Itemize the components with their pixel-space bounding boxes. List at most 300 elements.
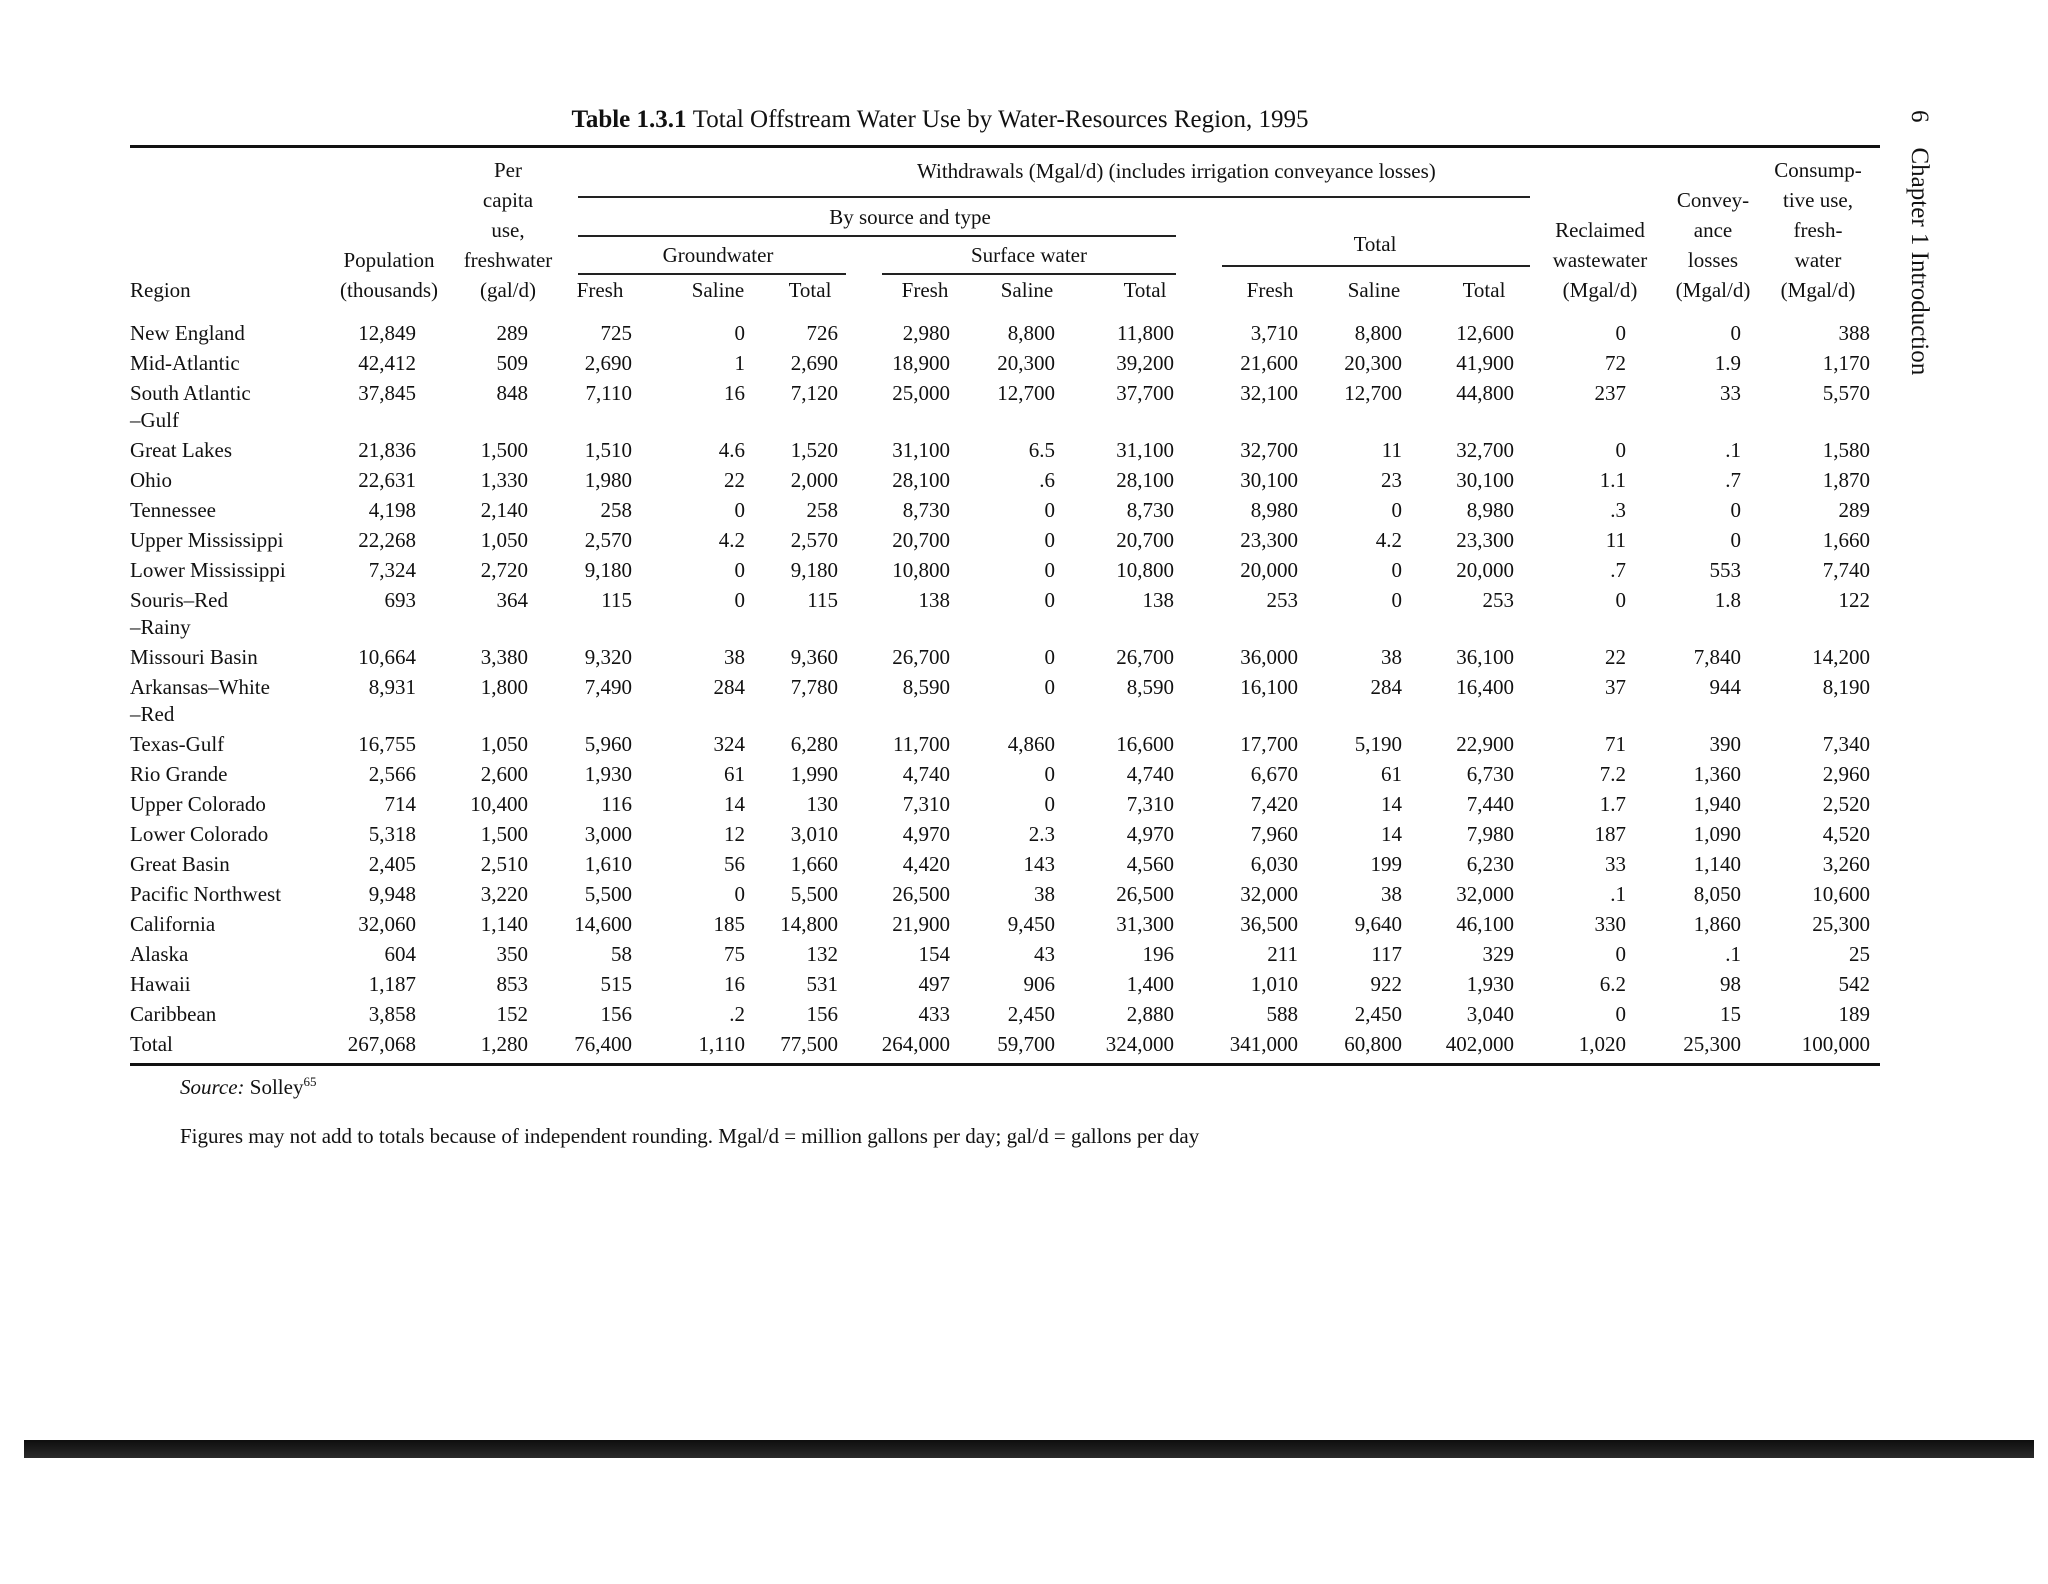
table-cell: 38: [1381, 882, 1402, 906]
table-cell: 6.2: [1599, 972, 1626, 996]
table-cell: 26,700: [892, 645, 950, 669]
region-name: Arkansas–White: [130, 675, 270, 699]
table-cell: 77,500: [780, 1032, 838, 1056]
table-cell: 1,330: [480, 468, 528, 492]
table-cell: 588: [1266, 1002, 1298, 1026]
table-cell: 20,300: [997, 351, 1055, 375]
table-cell: 264,000: [881, 1032, 950, 1056]
region-name: Tennessee: [130, 498, 216, 522]
table-cell: 515: [600, 972, 632, 996]
table-cell: 41,900: [1456, 351, 1514, 375]
table-cell: 31,300: [1116, 912, 1174, 936]
table-cell: 2,880: [1126, 1002, 1174, 1026]
table-cell: 553: [1709, 558, 1741, 582]
by-source-underline: [578, 235, 1176, 237]
table-cell: 20,000: [1240, 558, 1298, 582]
table-cell: 22: [724, 468, 745, 492]
table-cell: 16: [724, 972, 745, 996]
table-cell: 284: [1370, 675, 1402, 699]
table-cell: 25,000: [892, 381, 950, 405]
header-region: Region: [130, 278, 191, 302]
table-cell: 132: [806, 942, 838, 966]
table-cell: 10,800: [892, 558, 950, 582]
table-cell: 21,900: [892, 912, 950, 936]
table-cell: 1,500: [480, 822, 528, 846]
table-cell: 7,440: [1466, 792, 1514, 816]
table-cell: 4.6: [718, 438, 745, 462]
table-cell: 30,100: [1240, 468, 1298, 492]
table-cell: 9,180: [790, 558, 838, 582]
table-cell: 1.1: [1599, 468, 1626, 492]
table-cell: 350: [496, 942, 528, 966]
table-cell: 37: [1605, 675, 1626, 699]
table-cell: 0: [1615, 321, 1626, 345]
table-cell: 8,980: [1250, 498, 1298, 522]
table-cell: 32,700: [1240, 438, 1298, 462]
table-cell: 0: [1044, 528, 1055, 552]
header-population: Population: [343, 248, 435, 272]
table-cell: 5,960: [584, 732, 632, 756]
table-cell: 61: [1381, 762, 1402, 786]
groundwater-underline: [578, 273, 846, 275]
table-cell: 33: [1605, 852, 1626, 876]
table-cell: 4,560: [1126, 852, 1174, 876]
table-cell: 0: [1391, 498, 1402, 522]
table-cell: 30,100: [1456, 468, 1514, 492]
table-cell: 2,690: [790, 351, 838, 375]
table-cell: 1,400: [1126, 972, 1174, 996]
table-cell: 1,090: [1693, 822, 1741, 846]
table-cell: 7,980: [1466, 822, 1514, 846]
table-cell: 0: [734, 588, 745, 612]
source-note: [180, 1074, 316, 1100]
table-cell: 7,310: [1126, 792, 1174, 816]
table-cell: 7,324: [368, 558, 416, 582]
table-cell: 14,200: [1812, 645, 1870, 669]
table-cell: 2,520: [1822, 792, 1870, 816]
header-population: (thousands): [340, 278, 438, 302]
table-cell: 497: [918, 972, 950, 996]
region-name: Pacific Northwest: [130, 882, 282, 906]
table-cell: 0: [1391, 558, 1402, 582]
table-cell: 7.2: [1599, 762, 1626, 786]
table-cell: 693: [384, 588, 416, 612]
table-cell: 8,730: [1126, 498, 1174, 522]
table-cell: 7,840: [1693, 645, 1741, 669]
table-cell: 32,000: [1456, 882, 1514, 906]
region-name: Upper Colorado: [130, 792, 266, 816]
table-cell: 46,100: [1456, 912, 1514, 936]
source-ref: 65: [303, 1074, 317, 1089]
table-cell: 2,600: [480, 762, 528, 786]
table-cell: 43: [1034, 942, 1055, 966]
table-cell: 130: [806, 792, 838, 816]
table-cell: 433: [918, 1002, 950, 1026]
header-per-capita: Per: [494, 158, 522, 182]
table-cell: 1,610: [584, 852, 632, 876]
table-cell: 1,990: [790, 762, 838, 786]
table-cell: 25,300: [1683, 1032, 1741, 1056]
table-cell: 32,100: [1240, 381, 1298, 405]
table-cell: 289: [496, 321, 528, 345]
table-cell: 60,800: [1344, 1032, 1402, 1056]
table-cell: 211: [1267, 942, 1298, 966]
table-cell: 122: [1838, 588, 1870, 612]
table-cell: 2,405: [368, 852, 416, 876]
table-cell: 330: [1594, 912, 1626, 936]
table-cell: 20,700: [1116, 528, 1174, 552]
table-cell: 25,300: [1812, 912, 1870, 936]
region-name: Great Lakes: [130, 438, 233, 462]
table-cell: 23,300: [1240, 528, 1298, 552]
table-cell: 2,510: [480, 852, 528, 876]
table-cell: 36,000: [1240, 645, 1298, 669]
table-cell: 0: [734, 321, 745, 345]
table-cell: 20,000: [1456, 558, 1514, 582]
table-cell: 199: [1370, 852, 1402, 876]
region-name: Missouri Basin: [130, 645, 258, 669]
table-cell: 7,960: [1250, 822, 1298, 846]
table-cell: 853: [496, 972, 528, 996]
table-cell: 725: [600, 321, 632, 345]
table-cell: 12,849: [358, 321, 416, 345]
header-consumptive: water: [1794, 248, 1842, 272]
table-cell: 0: [734, 498, 745, 522]
table-cell: 6.5: [1028, 438, 1055, 462]
source-label: Source:: [180, 1075, 245, 1099]
table-cell: .6: [1039, 468, 1055, 492]
header-fresh: Fresh: [576, 278, 624, 302]
table-cell: 37,700: [1116, 381, 1174, 405]
table-cell: 39,200: [1116, 351, 1174, 375]
table-cell: 138: [918, 588, 950, 612]
table-cell: 6,670: [1250, 762, 1298, 786]
table-cell: 9,320: [584, 645, 632, 669]
table-cell: 38: [1381, 645, 1402, 669]
table-cell: 11,800: [1117, 321, 1174, 345]
table-cell: 267,068: [347, 1032, 416, 1056]
table-cell: 26,700: [1116, 645, 1174, 669]
table-cell: 7,740: [1822, 558, 1870, 582]
table-cell: 5,318: [368, 822, 416, 846]
table-cell: 23,300: [1456, 528, 1514, 552]
table-cell: 5,190: [1354, 732, 1402, 756]
table-cell: 15: [1720, 1002, 1741, 1026]
region-name: Upper Mississippi: [130, 528, 284, 552]
table-cell: 14: [1381, 792, 1402, 816]
region-name: Alaska: [130, 942, 189, 966]
table-cell: 364: [496, 588, 528, 612]
table-cell: 1: [734, 351, 745, 375]
header-consumptive: Consump-: [1774, 158, 1862, 182]
table-cell: 37,845: [358, 381, 416, 405]
page-number: 6: [1906, 110, 1933, 123]
table-cell: 7,120: [790, 381, 838, 405]
withdrawals-underline: [578, 196, 1530, 198]
table-cell: 329: [1482, 942, 1514, 966]
table-cell: 98: [1720, 972, 1741, 996]
table-cell: 0: [1615, 438, 1626, 462]
table-cell: 11: [1605, 528, 1626, 552]
table-cell: 324: [713, 732, 745, 756]
table-cell: 1,800: [480, 675, 528, 699]
table-cell: 2,690: [584, 351, 632, 375]
header-saline: Saline: [1000, 278, 1054, 302]
table-cell: 3,010: [790, 822, 838, 846]
table-cell: 6,230: [1466, 852, 1514, 876]
table-cell: 237: [1594, 381, 1626, 405]
table-cell: 3,040: [1466, 1002, 1514, 1026]
table-cell: 36,500: [1240, 912, 1298, 936]
table-cell: 1,520: [790, 438, 838, 462]
table-cell: 42,412: [358, 351, 416, 375]
table-cell: 509: [496, 351, 528, 375]
header-per-capita: freshwater: [463, 248, 553, 272]
table-cell: 16,400: [1456, 675, 1514, 699]
source-text: Solley: [249, 1075, 304, 1099]
table-cell: 38: [724, 645, 745, 669]
table-cell: 21,836: [358, 438, 416, 462]
table-cell: 1,140: [1693, 852, 1741, 876]
region-name: South Atlantic: [130, 381, 251, 405]
header-total: Total: [788, 278, 832, 302]
table-cell: 1,870: [1822, 468, 1870, 492]
table-cell: 1,930: [584, 762, 632, 786]
region-name: New England: [130, 321, 245, 345]
table-cell: 1,510: [584, 438, 632, 462]
table-cell: 156: [806, 1002, 838, 1026]
table-cell: 185: [713, 912, 745, 936]
table-cell: 32,060: [358, 912, 416, 936]
table-cell: 4,970: [902, 822, 950, 846]
table-cell: 4,860: [1007, 732, 1055, 756]
table-cell: 5,570: [1822, 381, 1870, 405]
table-cell: 18,900: [892, 351, 950, 375]
table-cell: 1,660: [790, 852, 838, 876]
table-cell: 22: [1605, 645, 1626, 669]
region-name: Caribbean: [130, 1002, 217, 1026]
table-cell: 156: [600, 1002, 632, 1026]
table-cell: 0: [734, 558, 745, 582]
header-withdrawals: Withdrawals (Mgal/d) (includes irrigation conveyance losses): [917, 159, 1436, 183]
table-cell: 0: [1044, 558, 1055, 582]
table-cell: 258: [600, 498, 632, 522]
table-cell: 71: [1605, 732, 1626, 756]
table-cell: 6,730: [1466, 762, 1514, 786]
table-cell: 11: [1381, 438, 1402, 462]
table-cell: 10,664: [358, 645, 416, 669]
table-number: Table 1.3.1: [571, 106, 687, 133]
table-cell: 31,100: [892, 438, 950, 462]
region-name: Rio Grande: [130, 762, 228, 786]
table-cell: 3,000: [584, 822, 632, 846]
table-cell: 906: [1023, 972, 1055, 996]
table-cell: 31,100: [1116, 438, 1174, 462]
table-cell: 9,450: [1007, 912, 1055, 936]
table-cell: 26,500: [892, 882, 950, 906]
table-cell: 2,566: [368, 762, 416, 786]
table-cell: 11,700: [893, 732, 950, 756]
table-cell: 16,100: [1240, 675, 1298, 699]
table-cell: 7,340: [1822, 732, 1870, 756]
table-cell: 0: [734, 882, 745, 906]
table-cell: 341,000: [1229, 1032, 1298, 1056]
table-cell: 1,500: [480, 438, 528, 462]
table-cell: 1.8: [1714, 588, 1741, 612]
table-cell: 4,198: [368, 498, 416, 522]
header-conveyance: losses: [1687, 248, 1739, 272]
header-conveyance: (Mgal/d): [1675, 278, 1751, 302]
table-cell: 1,010: [1250, 972, 1298, 996]
table-cell: 115: [807, 588, 838, 612]
region-name: –Rainy: [130, 615, 191, 639]
table-cell: 7,490: [584, 675, 632, 699]
region-name: Lower Mississippi: [130, 558, 286, 582]
table-cell: 22,631: [358, 468, 416, 492]
table-cell: 10,400: [470, 792, 528, 816]
table-cell: 17,700: [1240, 732, 1298, 756]
table-cell: 56: [724, 852, 745, 876]
table-cell: .3: [1610, 498, 1626, 522]
table-cell: 21,600: [1240, 351, 1298, 375]
table-cell: 187: [1594, 822, 1626, 846]
table-cell: 2,000: [790, 468, 838, 492]
table-cell: 117: [1371, 942, 1402, 966]
table-cell: 3,710: [1250, 321, 1298, 345]
header-conveyance: Convey-: [1676, 188, 1750, 212]
table-cell: 1,170: [1822, 351, 1870, 375]
table-cell: 0: [1391, 588, 1402, 612]
table-cell: 196: [1142, 942, 1174, 966]
table-cell: 4,520: [1822, 822, 1870, 846]
table-cell: .1: [1725, 438, 1741, 462]
region-name: California: [130, 912, 216, 936]
table-cell: 253: [1482, 588, 1514, 612]
table-cell: 1,140: [480, 912, 528, 936]
table-cell: 531: [806, 972, 838, 996]
table-cell: 152: [496, 1002, 528, 1026]
region-name: –Red: [130, 702, 175, 726]
table-cell: 16,755: [358, 732, 416, 756]
table-cell: 390: [1709, 732, 1741, 756]
table-cell: 0: [1044, 645, 1055, 669]
table-cell: 143: [1023, 852, 1055, 876]
table-cell: 7,780: [790, 675, 838, 699]
table-cell: 3,858: [368, 1002, 416, 1026]
table-cell: 714: [384, 792, 416, 816]
table-cell: 258: [806, 498, 838, 522]
table-cell: 2,960: [1822, 762, 1870, 786]
table-cell: 72: [1605, 351, 1626, 375]
table-cell: 58: [611, 942, 632, 966]
table-cell: 3,260: [1822, 852, 1870, 876]
table-cell: 0: [1615, 942, 1626, 966]
bottom-rule: [130, 1063, 1880, 1066]
table-cell: 8,800: [1007, 321, 1055, 345]
header-fresh: Fresh: [901, 278, 949, 302]
table-cell: 32,700: [1456, 438, 1514, 462]
table-cell: 8,931: [368, 675, 416, 699]
table-cell: 10,800: [1116, 558, 1174, 582]
table-cell: 36,100: [1456, 645, 1514, 669]
header-reclaimed: wastewater: [1552, 248, 1648, 272]
footnote: Figures may not add to totals because of independent rounding. Mgal/d = million gallons per day; gal/d = gallons per day: [180, 1124, 1200, 1148]
header-per-capita: use,: [491, 218, 525, 242]
table-cell: 189: [1838, 1002, 1870, 1026]
table-cell: 16: [724, 381, 745, 405]
table-cell: 12,700: [1344, 381, 1402, 405]
table-cell: 284: [713, 675, 745, 699]
table-cell: 2,140: [480, 498, 528, 522]
table-cell: 22,268: [358, 528, 416, 552]
table-cell: 10,600: [1812, 882, 1870, 906]
table-cell: 14: [1381, 822, 1402, 846]
table-cell: 3,380: [480, 645, 528, 669]
table-cell: 61: [724, 762, 745, 786]
table-cell: 2,570: [584, 528, 632, 552]
table-cell: 726: [806, 321, 838, 345]
table-cell: 2,450: [1007, 1002, 1055, 1026]
table-cell: 1,050: [480, 732, 528, 756]
table-cell: .1: [1725, 942, 1741, 966]
chapter-title: Chapter 1 Introduction: [1906, 147, 1933, 376]
table-cell: 7,110: [585, 381, 632, 405]
table-cell: .2: [729, 1002, 745, 1026]
header-groundwater: Groundwater: [662, 243, 774, 267]
table-cell: 33: [1720, 381, 1741, 405]
region-name: Hawaii: [130, 972, 191, 996]
table-cell: 4,740: [902, 762, 950, 786]
table-cell: 5,500: [790, 882, 838, 906]
header-consumptive: tive use,: [1783, 188, 1853, 212]
region-name: Lower Colorado: [130, 822, 269, 846]
table-cell: 1,280: [480, 1032, 528, 1056]
table-cell: 542: [1838, 972, 1870, 996]
header-reclaimed: Reclaimed: [1555, 218, 1645, 242]
table-cell: 0: [1044, 792, 1055, 816]
table-cell: 0: [1044, 675, 1055, 699]
header-surface-water: Surface water: [970, 243, 1087, 267]
table-cell: .7: [1610, 558, 1626, 582]
region-name: Mid-Atlantic: [130, 351, 240, 375]
table-cell: 1,187: [368, 972, 416, 996]
table-cell: 4.2: [1375, 528, 1402, 552]
table-cell: 9,640: [1354, 912, 1402, 936]
header-consumptive: (Mgal/d): [1780, 278, 1856, 302]
table-cell: 0: [1615, 1002, 1626, 1026]
table-cell: 9,360: [790, 645, 838, 669]
table-cell: .7: [1725, 468, 1741, 492]
table-cell: 12: [724, 822, 745, 846]
header-total: Total: [1462, 278, 1506, 302]
table-cell: 14: [724, 792, 745, 816]
table-cell: 1,860: [1693, 912, 1741, 936]
table-cell: 23: [1381, 468, 1402, 492]
header-per-capita: (gal/d): [480, 278, 536, 302]
table-cell: 1,020: [1578, 1032, 1626, 1056]
table-cell: 922: [1370, 972, 1402, 996]
header-fresh: Fresh: [1246, 278, 1294, 302]
table-cell: 76,400: [574, 1032, 632, 1056]
table-cell: 8,730: [902, 498, 950, 522]
table-cell: 7,420: [1250, 792, 1298, 816]
table-cell: 9,948: [368, 882, 416, 906]
table-cell: 14,600: [574, 912, 632, 936]
table-cell: 1,110: [698, 1032, 745, 1056]
table-cell: 12,600: [1456, 321, 1514, 345]
table-cell: 8,590: [1126, 675, 1174, 699]
header-total: Total: [1123, 278, 1167, 302]
